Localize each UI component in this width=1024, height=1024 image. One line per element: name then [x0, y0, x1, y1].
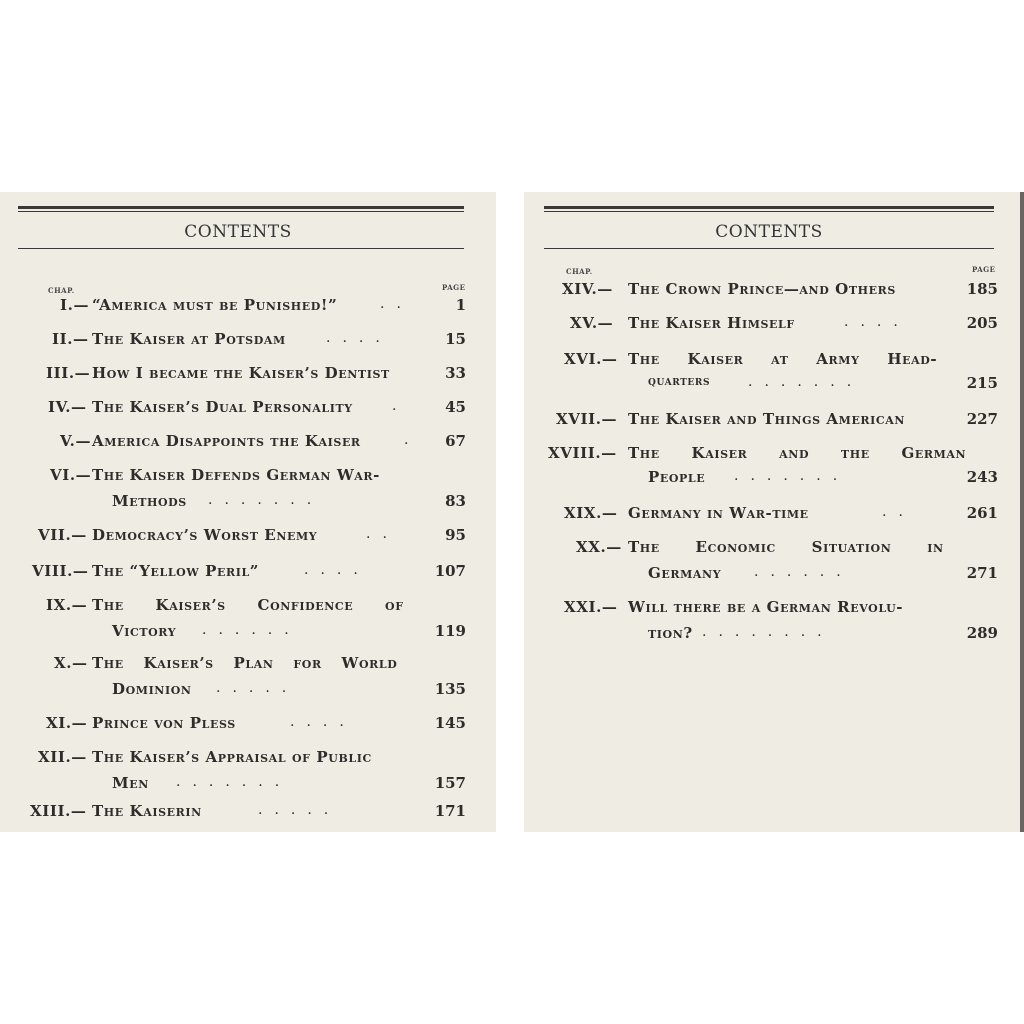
- leader-dots: ..: [366, 526, 399, 542]
- page-edge-shadow: [1020, 192, 1024, 832]
- leader-dots: .......: [208, 492, 324, 508]
- chapter-title-continued: Victory: [112, 622, 177, 640]
- chapter-number: XIV.—: [562, 280, 613, 298]
- chapter-title: The Kaiser’s Plan for World: [92, 654, 398, 672]
- left-page: [0, 192, 496, 832]
- chapter-title: The Kaiser and Things American: [628, 410, 906, 428]
- right-page: [524, 192, 1024, 832]
- page-number: 215: [966, 374, 998, 392]
- chapter-title: The Kaiser Defends German War-: [92, 466, 380, 484]
- leader-dots: ....: [326, 330, 392, 346]
- chapter-title: The Kaiserin: [92, 802, 202, 820]
- page-label: PAGE: [972, 265, 996, 274]
- chap-label: CHAP.: [48, 286, 75, 295]
- leader-dots: ....: [844, 314, 910, 330]
- leader-dots: ....: [304, 562, 370, 578]
- leader-dots: .......: [734, 468, 850, 484]
- chapter-title-continued: tion?: [648, 624, 693, 642]
- page-number: 119: [434, 622, 466, 640]
- leader-dots: ......: [202, 622, 301, 638]
- chapter-number: X.—: [54, 654, 88, 672]
- page-number: 83: [445, 492, 466, 510]
- chapter-title: The Kaiser’s Confidence of: [92, 596, 404, 614]
- chapter-number: XVII.—: [556, 410, 618, 428]
- chapter-title: How I became the Kaiser’s Dentist: [92, 364, 390, 382]
- chapter-title: “America must be Punished!”: [92, 296, 338, 314]
- chapter-title: The Crown Prince—and Others: [628, 280, 896, 298]
- top-rule-thick: [18, 206, 464, 209]
- page-number: 135: [434, 680, 466, 698]
- page-number: 33: [445, 364, 466, 382]
- page-number: 243: [966, 468, 998, 486]
- chapter-title: The Economic Situation in: [628, 538, 944, 556]
- chapter-title: The “Yellow Peril”: [92, 562, 260, 580]
- chapter-title: America Disappoints the Kaiser: [92, 432, 361, 450]
- chapter-number: XIX.—: [564, 504, 618, 522]
- chapter-number: IV.—: [48, 398, 87, 416]
- page-number: 15: [445, 330, 466, 348]
- chapter-number: XVI.—: [564, 350, 618, 368]
- page-number: 157: [434, 774, 466, 792]
- chap-label: CHAP.: [566, 267, 593, 276]
- page-number: 185: [966, 280, 998, 298]
- top-rule-thin: [544, 211, 994, 212]
- chapter-title-continued: Men: [112, 774, 149, 792]
- leader-dots: .......: [176, 774, 292, 790]
- page-number: 289: [966, 624, 998, 642]
- chapter-title-continued: Dominion: [112, 680, 192, 698]
- page-number: 205: [966, 314, 998, 332]
- page-number: 261: [966, 504, 998, 522]
- leader-dots: ......: [754, 564, 853, 580]
- leader-dots: .....: [216, 680, 299, 696]
- chapter-number: XIII.—: [30, 802, 87, 820]
- chapter-title: Germany in War-time: [628, 504, 809, 522]
- page-number: 227: [966, 410, 998, 428]
- leader-dots: .: [404, 432, 421, 448]
- chapter-number: VII.—: [38, 526, 87, 544]
- chapter-title-continued: People: [648, 468, 706, 486]
- chapter-number: XV.—: [570, 314, 614, 332]
- page-label: PAGE: [442, 283, 466, 292]
- leader-dots: .: [392, 398, 409, 414]
- page-number: 67: [445, 432, 466, 450]
- leader-dots: .......: [748, 374, 864, 390]
- leader-dots: ..: [380, 296, 413, 312]
- chapter-number: VIII.—: [32, 562, 89, 580]
- chapter-number: XII.—: [38, 748, 87, 766]
- chapter-number: XVIII.—: [548, 444, 617, 462]
- chapter-title: Democracy’s Worst Enemy: [92, 526, 318, 544]
- chapter-title: The Kaiser’s Appraisal of Public: [92, 748, 372, 766]
- page-title: CONTENTS: [715, 222, 823, 242]
- page-number: 45: [445, 398, 466, 416]
- chapter-number: III.—: [46, 364, 91, 382]
- page-number: 171: [434, 802, 466, 820]
- chapter-title: Will there be a German Revolu-: [628, 598, 904, 616]
- chapter-number: XI.—: [46, 714, 88, 732]
- title-underline: [18, 248, 464, 249]
- page-number: 1: [455, 296, 466, 314]
- chapter-number: XXI.—: [564, 598, 618, 616]
- leader-dots: .....: [258, 802, 341, 818]
- page-number: 145: [434, 714, 466, 732]
- chapter-number: II.—: [52, 330, 89, 348]
- chapter-number: I.—: [60, 296, 90, 314]
- leader-dots: ..: [882, 504, 915, 520]
- leader-dots: ........: [702, 624, 834, 640]
- chapter-title: The Kaiser Himself: [628, 314, 795, 332]
- chapter-number: V.—: [60, 432, 92, 450]
- top-rule-thick: [544, 206, 994, 209]
- chapter-title-continued: Methods: [112, 492, 187, 510]
- chapter-number: XX.—: [576, 538, 622, 556]
- page-number: 107: [434, 562, 466, 580]
- chapter-title-continued: quarters: [648, 374, 711, 389]
- page-number: 271: [966, 564, 998, 582]
- leader-dots: ....: [290, 714, 356, 730]
- title-underline: [544, 248, 994, 249]
- page-number: 95: [445, 526, 466, 544]
- chapter-title: The Kaiser and the German: [628, 444, 967, 462]
- chapter-title: The Kaiser at Potsdam: [92, 330, 286, 348]
- chapter-number: VI.—: [50, 466, 92, 484]
- chapter-title-continued: Germany: [648, 564, 722, 582]
- chapter-number: IX.—: [46, 596, 88, 614]
- chapter-title: The Kaiser’s Dual Personality: [92, 398, 353, 416]
- top-rule-thin: [18, 211, 464, 212]
- chapter-title: The Kaiser at Army Head-: [628, 350, 938, 368]
- chapter-title: Prince von Pless: [92, 714, 236, 732]
- page-title: CONTENTS: [184, 222, 292, 242]
